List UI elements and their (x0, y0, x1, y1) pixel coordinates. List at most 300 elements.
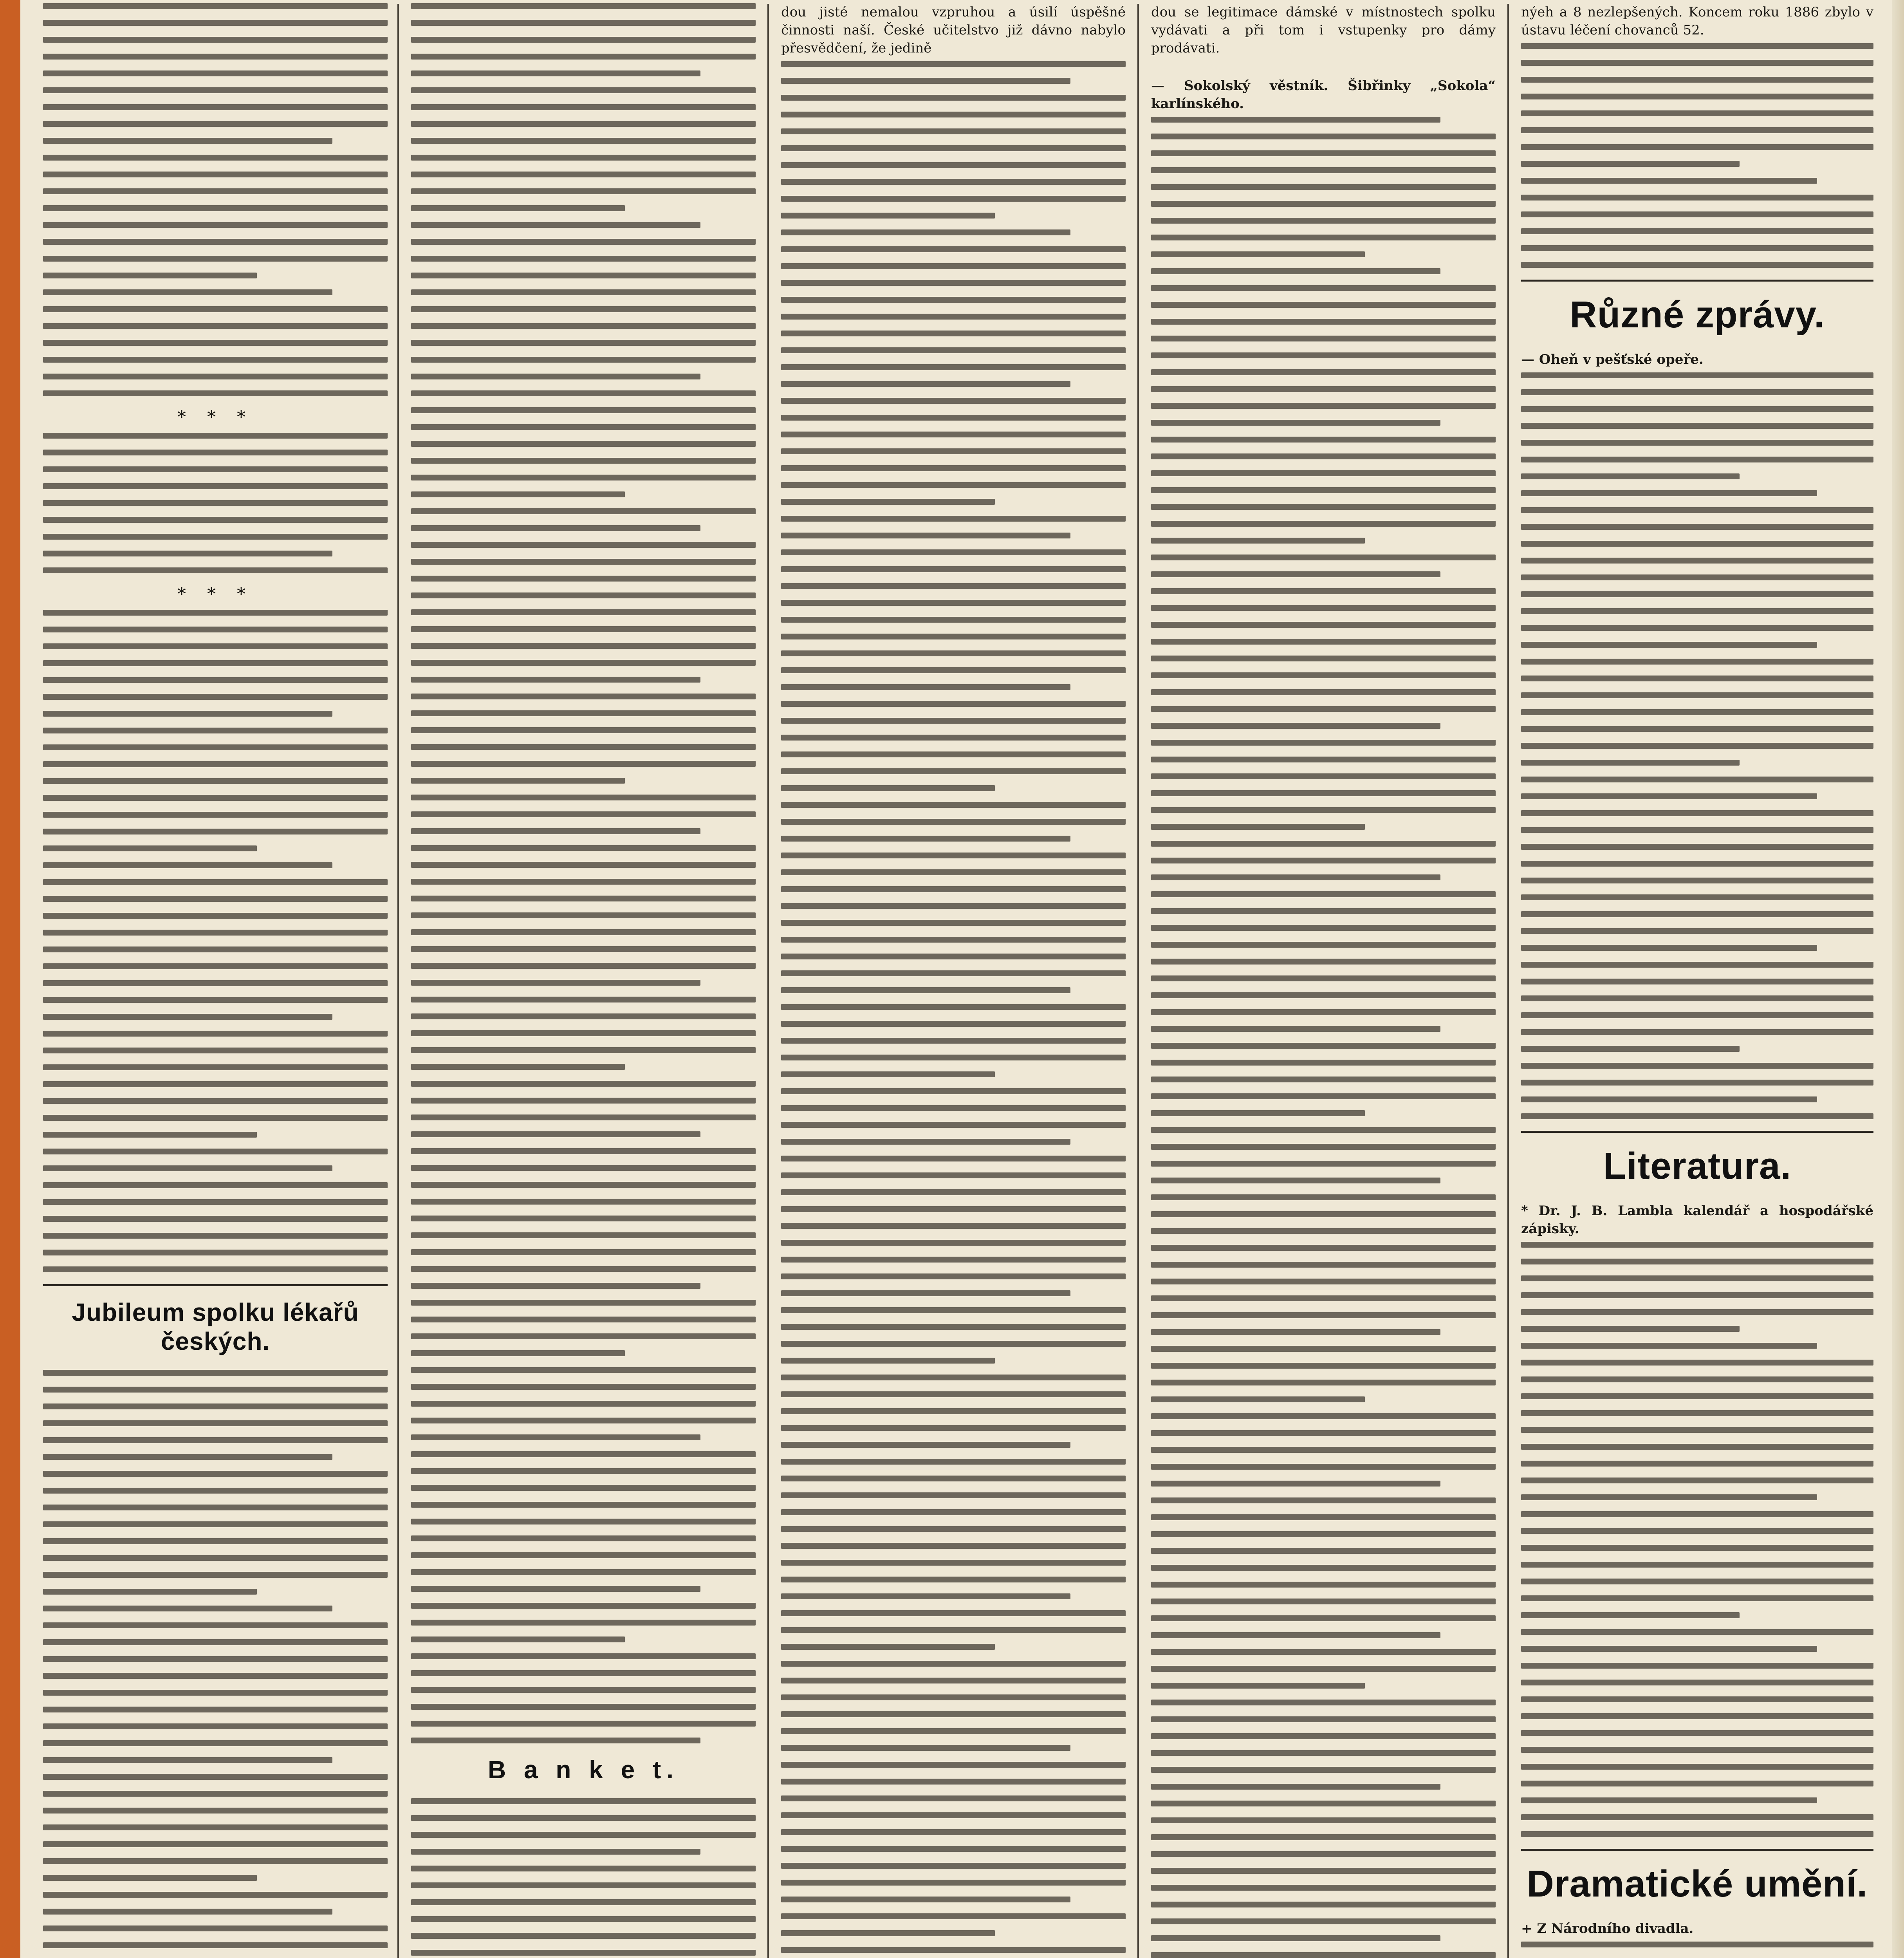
text-line (43, 172, 388, 177)
text-line (781, 1307, 1126, 1313)
text-line (43, 567, 388, 573)
text-line (43, 829, 388, 834)
text-line (411, 576, 756, 582)
text-line (411, 3, 756, 9)
text-line (1521, 1444, 1873, 1450)
text-line (781, 836, 1070, 842)
text-line (781, 1829, 1126, 1835)
text-line (411, 778, 625, 784)
text-line (781, 903, 1126, 909)
text-line (781, 886, 1126, 892)
text-line (411, 70, 700, 76)
text-line (1151, 1497, 1496, 1503)
text-line (1151, 150, 1496, 156)
text-line (781, 1425, 1126, 1431)
text-line (781, 1004, 1126, 1010)
text-line (43, 711, 332, 717)
text-line (411, 1815, 756, 1821)
text-line (43, 239, 388, 245)
text-line (411, 1485, 756, 1491)
text-line (1151, 521, 1496, 527)
text-line (781, 246, 1126, 252)
text-line (1151, 874, 1440, 880)
text-line (43, 1132, 257, 1138)
column-rule (767, 4, 769, 1958)
text-line (411, 390, 756, 396)
text-line (1151, 403, 1496, 409)
text-line (781, 1273, 1126, 1279)
text-line (781, 1189, 1126, 1195)
column-4-first-line: dou se legitimace dámské v místnostech spolku vydávati a při tom i vstupenky pro dámy prodávati. (1151, 4, 1496, 56)
text-line (1521, 1831, 1873, 1837)
text-line (1151, 1683, 1365, 1689)
text-line (1521, 1029, 1873, 1035)
text-line (43, 1925, 388, 1931)
text-line (781, 1324, 1126, 1330)
text-line (43, 1115, 388, 1121)
text-line (411, 1317, 756, 1322)
text-line (411, 1367, 756, 1373)
text-line (43, 795, 388, 801)
text-line (781, 1408, 1126, 1414)
text-line (1521, 574, 1873, 580)
text-line (781, 600, 1126, 606)
text-line (43, 3, 388, 9)
text-line (781, 634, 1126, 639)
text-line (411, 1384, 756, 1390)
text-line (411, 340, 756, 346)
text-line (781, 78, 1070, 84)
text-line (43, 1081, 388, 1087)
text-line (411, 1081, 756, 1087)
text-line (43, 997, 388, 1003)
paper-binding-strip (0, 0, 20, 1958)
text-line (411, 357, 756, 363)
text-line (411, 1232, 756, 1238)
text-line (781, 1290, 1070, 1296)
text-line (1151, 1211, 1496, 1217)
text-line (781, 1728, 1126, 1734)
text-line (411, 87, 756, 93)
text-line (1521, 1427, 1873, 1433)
heading-dramaticke-umeni: Dramatické umění. (1527, 1863, 1868, 1905)
text-line (1151, 757, 1496, 762)
text-line (1151, 723, 1440, 729)
section-rule (1521, 1849, 1873, 1851)
text-line (1151, 1077, 1496, 1082)
heading-jubileum: Jubileum spolku lékařů českých. (72, 1298, 359, 1355)
text-line (1151, 1514, 1496, 1520)
text-line (781, 1846, 1126, 1852)
text-line (1521, 928, 1873, 934)
text-line (1151, 605, 1496, 611)
text-line (1151, 487, 1496, 493)
text-line (411, 1165, 756, 1171)
text-line (1521, 1113, 1873, 1119)
text-line (411, 491, 625, 497)
text-line (411, 1636, 625, 1642)
text-line (411, 1199, 756, 1205)
text-line (781, 145, 1126, 151)
text-line (1521, 962, 1873, 968)
text-line (411, 1950, 756, 1956)
text-line (43, 222, 388, 228)
text-line (1521, 178, 1817, 184)
text-line (1151, 1329, 1440, 1335)
text-line (781, 95, 1126, 101)
text-line (1151, 891, 1496, 897)
text-line (1151, 1481, 1440, 1487)
text-line (1521, 1629, 1873, 1635)
text-line (1151, 1245, 1496, 1251)
heading-ruzne-zpravy: Různé zprávy. (1570, 294, 1825, 336)
text-line (1151, 1716, 1496, 1722)
text-line (1151, 1817, 1496, 1823)
text-line (781, 583, 1126, 589)
text-line (1521, 1781, 1873, 1786)
section-rule (43, 1284, 388, 1286)
text-line (781, 179, 1126, 185)
text-line (781, 1610, 1126, 1616)
text-line (43, 500, 388, 506)
text-line (781, 617, 1126, 623)
text-line (411, 475, 756, 480)
text-line (1151, 841, 1496, 847)
text-line (411, 172, 756, 177)
text-line (43, 390, 388, 396)
text-line (781, 1930, 995, 1936)
text-line (411, 1738, 700, 1743)
text-line (1521, 659, 1873, 665)
text-line (1151, 1599, 1496, 1604)
text-line (411, 1687, 756, 1693)
text-line (43, 1538, 388, 1544)
text-line (43, 1690, 388, 1696)
text-line (781, 280, 1126, 286)
column-rule (1507, 4, 1509, 1958)
text-line (1151, 588, 1496, 594)
text-line (1521, 726, 1873, 732)
text-line (781, 112, 1126, 117)
text-line (1151, 1918, 1496, 1924)
text-line (1151, 319, 1496, 325)
text-line (781, 1492, 1126, 1498)
text-line (1151, 1464, 1496, 1470)
text-line (1521, 94, 1873, 99)
text-line (411, 1502, 756, 1508)
text-line (43, 1555, 388, 1561)
text-line (781, 853, 1126, 858)
text-line (43, 862, 332, 868)
text-line (1521, 43, 1873, 49)
text-line (43, 1774, 388, 1780)
text-line (1521, 228, 1873, 234)
text-line (1151, 285, 1496, 291)
text-line (43, 70, 388, 76)
text-line (411, 744, 756, 750)
text-line (411, 273, 756, 278)
column-rule (397, 4, 399, 1958)
text-line (1151, 1110, 1365, 1116)
text-line (43, 946, 388, 952)
text-line (1151, 1363, 1496, 1369)
text-line (1151, 1413, 1496, 1419)
text-line (1521, 608, 1873, 614)
text-line (781, 954, 1126, 959)
text-line (1151, 824, 1365, 830)
text-line (411, 374, 700, 379)
text-line (43, 1031, 388, 1037)
text-line (781, 1762, 1126, 1768)
text-line (1521, 827, 1873, 833)
text-line (1521, 591, 1873, 597)
text-line (781, 970, 1126, 976)
text-line (1151, 1801, 1496, 1806)
section-separator-stars: * * * (177, 584, 253, 604)
text-line (1521, 1646, 1817, 1652)
text-line (781, 1071, 995, 1077)
text-line (43, 1875, 257, 1881)
text-line (411, 1131, 700, 1137)
text-line (411, 929, 756, 935)
text-line (781, 499, 995, 505)
text-line (781, 398, 1126, 404)
text-line (781, 751, 1126, 757)
text-line (1151, 1632, 1440, 1638)
text-line (1521, 144, 1873, 150)
text-line (1151, 1834, 1496, 1840)
text-line (781, 701, 1126, 707)
text-line (1521, 676, 1873, 681)
text-line (43, 660, 388, 666)
text-line (1521, 793, 1817, 799)
text-line (43, 913, 388, 919)
text-line (43, 188, 388, 194)
text-line (1521, 262, 1873, 268)
text-line (411, 1030, 756, 1036)
text-line (1151, 1194, 1496, 1200)
text-line (1151, 858, 1496, 863)
text-line (1151, 235, 1496, 240)
text-line (781, 1223, 1126, 1229)
text-line (781, 1779, 1126, 1785)
text-line (43, 879, 388, 885)
text-line (411, 424, 756, 430)
text-line (1151, 1295, 1496, 1301)
text-line (781, 802, 1126, 808)
text-line (1151, 689, 1496, 695)
text-line (1151, 1582, 1496, 1588)
text-line (1151, 184, 1496, 190)
column-1 (43, 3, 388, 1958)
text-line (781, 196, 1126, 202)
text-line (1521, 440, 1873, 446)
text-line (43, 1370, 388, 1376)
text-line (411, 239, 756, 245)
text-line (43, 1488, 388, 1494)
text-line (411, 1552, 756, 1558)
text-line (1151, 1666, 1496, 1672)
text-line (781, 381, 1070, 387)
text-line (781, 1375, 1126, 1380)
text-line (411, 946, 756, 952)
text-line (1151, 1279, 1496, 1284)
text-line (1151, 538, 1365, 544)
text-line (781, 549, 1126, 555)
text-line (43, 1199, 388, 1205)
text-line (1521, 1494, 1817, 1500)
paper-edge-shadow (1892, 0, 1904, 1958)
text-line (1151, 1396, 1365, 1402)
text-line (781, 1122, 1126, 1128)
text-line (1151, 1009, 1496, 1015)
text-line (1151, 1060, 1496, 1066)
text-line (411, 37, 756, 43)
text-line (1151, 437, 1496, 443)
text-line (1151, 622, 1496, 628)
text-line (1521, 911, 1873, 917)
text-line (1151, 1935, 1440, 1941)
text-line (43, 1266, 388, 1272)
text-line (411, 609, 756, 615)
text-line (1521, 1046, 1740, 1052)
text-line (781, 1543, 1126, 1549)
text-line (43, 963, 388, 969)
text-line (411, 1468, 756, 1474)
text-line (1521, 110, 1873, 116)
text-line (1151, 740, 1496, 746)
text-line (411, 1882, 756, 1888)
column-3-first-line: dou jisté nemalou vzpruhou a úsilí úspěšné činnosti naší. České učitelstvo již dávno nabylo přesvědčení, že jedině (781, 4, 1126, 56)
text-line (1151, 336, 1496, 341)
text-line (1521, 1696, 1873, 1702)
text-line (781, 1593, 1070, 1599)
text-line (411, 1916, 756, 1922)
text-line (43, 643, 388, 649)
text-line (1521, 1410, 1873, 1416)
text-line (411, 1114, 756, 1120)
text-line (411, 121, 756, 127)
text-line (43, 1064, 388, 1070)
text-line (411, 306, 756, 312)
text-line (781, 1661, 1126, 1667)
text-line (1521, 1713, 1873, 1719)
text-line (1521, 709, 1873, 715)
section-rule (1521, 1131, 1873, 1133)
text-line (1521, 810, 1873, 816)
text-line (781, 1678, 1126, 1683)
text-line (1521, 1612, 1740, 1618)
text-line (43, 323, 388, 329)
text-line (781, 1459, 1126, 1465)
text-line (1151, 1548, 1496, 1554)
text-line (1151, 959, 1496, 965)
text-line (1521, 1461, 1873, 1467)
text-line (411, 188, 756, 194)
text-line (1521, 1309, 1873, 1315)
text-line (781, 364, 1126, 370)
text-line (781, 718, 1126, 724)
text-line (411, 1603, 756, 1609)
text-line (411, 441, 756, 447)
text-line (1521, 1663, 1873, 1669)
text-line (781, 1644, 995, 1650)
text-line (43, 1757, 332, 1763)
text-line (781, 768, 1126, 774)
text-line (411, 1586, 700, 1592)
text-line (411, 1266, 756, 1272)
text-line (781, 432, 1126, 437)
section-separator-stars: * * * (177, 407, 253, 427)
text-line (1151, 251, 1365, 257)
text-line (411, 1933, 756, 1939)
text-line (781, 1055, 1126, 1060)
text-line (781, 448, 1126, 454)
text-line (1151, 790, 1496, 796)
text-line (781, 1947, 1126, 1953)
text-line (411, 845, 756, 851)
text-line (781, 314, 1126, 320)
text-line (411, 1182, 756, 1188)
text-line (1151, 1144, 1496, 1150)
text-line (1521, 1528, 1873, 1534)
text-line (43, 1165, 332, 1171)
text-line (1521, 1511, 1873, 1517)
text-line (411, 1866, 756, 1871)
text-line (1151, 1346, 1496, 1352)
text-line (411, 677, 700, 683)
text-line (43, 104, 388, 110)
text-line (411, 54, 756, 60)
text-line (411, 727, 756, 733)
text-line (1151, 201, 1496, 207)
text-line (1151, 1851, 1496, 1857)
text-line (1521, 423, 1873, 429)
text-line (411, 155, 756, 161)
text-line (1151, 975, 1496, 981)
column-5-first-line: nýeh a 8 nezlepšených. Koncem roku 1886 zbylo v ústavu léčení chovanců 52. (1521, 4, 1873, 38)
text-line (43, 483, 388, 489)
text-line (781, 987, 1070, 993)
text-line (781, 162, 1126, 168)
text-line (1521, 945, 1817, 951)
text-line (781, 869, 1126, 875)
text-line (1521, 1292, 1873, 1298)
column-rule (1137, 4, 1139, 1958)
text-line (43, 1420, 388, 1426)
text-line (1151, 470, 1496, 476)
text-line (411, 1670, 756, 1676)
text-line (1151, 218, 1496, 224)
text-line (43, 1622, 388, 1628)
text-line (1521, 743, 1873, 749)
text-line (411, 1704, 756, 1710)
text-line (411, 1721, 756, 1727)
text-line (43, 256, 388, 262)
text-line (43, 744, 388, 750)
text-line (1151, 386, 1496, 392)
text-line (43, 677, 388, 683)
text-line (1521, 1393, 1873, 1399)
text-line (781, 1358, 995, 1364)
text-line (781, 566, 1126, 572)
text-line (781, 1509, 1126, 1515)
text-line (1521, 1360, 1873, 1366)
text-line (1521, 211, 1873, 217)
text-line (1521, 625, 1873, 631)
text-line (43, 627, 388, 632)
text-line (1151, 1026, 1440, 1032)
